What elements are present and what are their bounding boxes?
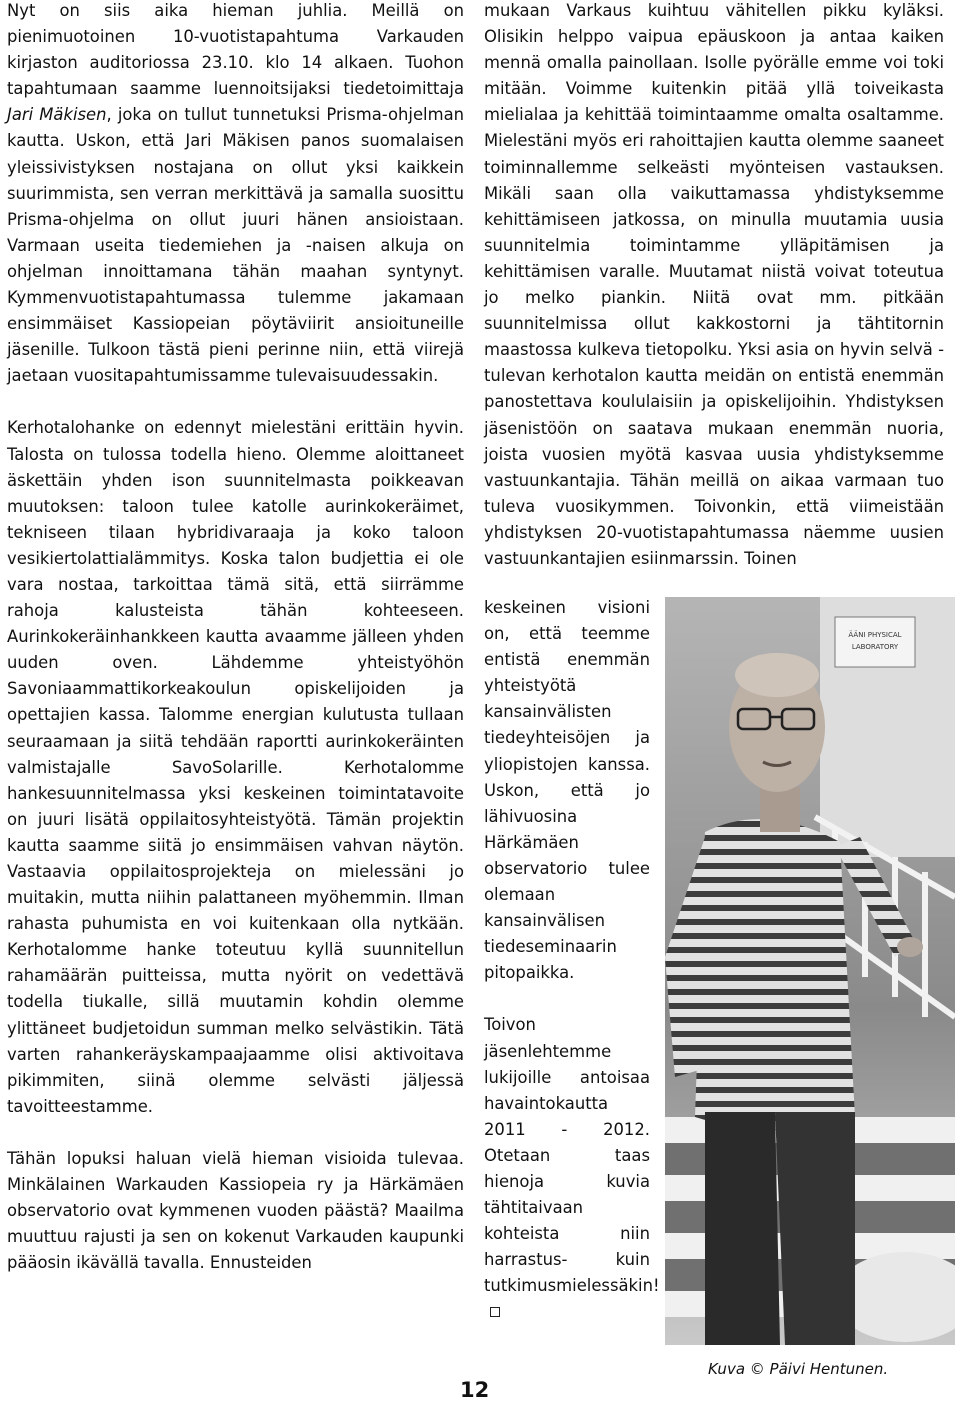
paragraph-future: mukaan Varkaus kuihtuu vähitellen pikku kyläksi. Olisikin helppo vaipua epäuskoon ja antaa kaiken mennä omalla painollaan. Isolle pyörälle emme voi toki mitään. Voimme kuitenkin pitää yllä toiveikasta mielialaa ja kehittää toimintaamme omalta osaltamme. Mielestäni myös eri rahoittajien kautta olemme saaneet toiminnallemme selkeästi myönteisen vastauksen. Mikäli saan olla vaikuttamassa yhdistyksemme kehittämiseen jatkossa, on minulla muutamia uusia suunnitelmia toimintamme ylläpitämisen ja kehittämisen varalle. Muutamat niistä voivat toteutua jo melko piankin. Niitä ovat mm. pitkään suunnitelmissa ollut kakkostorni ja tähtitornin maastossa kulkeva tietopolku. Yksi asia on hyvin selvä - tulevan kerhotalon kautta meidän on entistä enemmän panostettava koululaisiin ja opiskelijoihin. Yhdistyksen jäsenistöön on saatava mukaan enemmän nuoria, joista vuosien myötä kasvaa uusia yhdistyksemme vastuunkantajia. Tähän meillä on aikaa varmaan tuo tuleva vuosikymmen. Toivonkin, että viimeistään yhdistyksen 20-vuotistapahtumassa näemme uusien vastuunkantajien esiinmarssin. Toinen bbox=[484, 1, 944, 568]
page-number: 12 bbox=[460, 1378, 490, 1402]
paragraph-clubhouse: Kerhotalohanke on edennyt mielestäni erittäin hyvin. Talosta on tulossa todella hieno. Olemme aloittaneet äskettäin yhden ison suunnitelmasta poikkeavan muutoksen: taloon tulee katolle aurinkokeräimet, tekniseen tilaan hybridivaraaja ja koko taloon vesikiertolattialämmitys. Koska talon budjettia ei ole vara nostaa, tarkoittaa tämä sitä, että siirrämme rahoja kalusteista tähän kohteeseen. Aurinkokeräinhankkeen kautta avaamme jälleen yhden uuden oven. Lähdemme yhteistyöhön Savoniaammattikorkeakoulun opiskelijoiden ja opettajien kassa. Talomme energian kulutusta tullaan seuraamaan ja siitä tehdään raportti aurinkokeräinten valmistajalle SavoSolarille. Kerhotalomme hankesuunnitelmassa yksi keskeinen toimintatavoite on juuri lisätä oppilaitosyhteistyötä. Tämän projektin kautta saamme siitä jo ensimmäisen vahvan näytön. Vastaavia oppilaitosprojekteja on mielessäni jo muitakin, mutta niihin palattaneen myöhemmin. Ilman rahasta puhumista en voi kuitenkaan olla nytkään. Kerhotalomme hanke toteutuu kyllä suunnitellun rahamäärän puitteissa, mutta nyörit on vedettävä todella tiukalle, sillä muutamin kohdin olemme ylittäneet budjetoidun summan melko selvästikin. Tätä varten rahankeräyskampaajaamme olisi aktivoitava pikimmiten, siinä olemme selvästi jäljessä tavoitteestamme. bbox=[7, 418, 464, 1116]
svg-text:LABORATORY: LABORATORY bbox=[851, 643, 899, 651]
end-mark-icon bbox=[490, 1307, 500, 1317]
speaker-name: Jari Mäkisen bbox=[7, 105, 107, 125]
article-left-column bbox=[7, 0, 464, 1276]
portrait-photo bbox=[665, 597, 955, 1345]
article-right-column bbox=[484, 0, 944, 572]
photo-caption: Kuva © Päivi Hentunen. bbox=[708, 1360, 889, 1378]
paragraph-intro: Nyt on siis aika hieman juhlia. Meillä on pienimuotoinen 10-vuotistapahtuma Varkauden kirjaston auditoriossa 23.10. klo 14 alkaen. Tuohon tapahtumaan saamme luennoitsijaksi tiedetoimittaja Jari Mäkisen, joka on tullut tunnetuksi Prisma-ohjelman kautta. Uskon, että Jari Mäkisen panos suomalaisen yleissivistyksen nostajana on ollut yksi kaikkein suurimmista, sen verran merkittävä ja samalla suosittu Prisma-ohjelma on ollut juuri hänen ansioistaan. Varmaan useita tiedemiehen ja -naisen alkuja on ohjelman innoittamana tähän maahan syntynyt. Kymmenvuotistapahtumassa tulemme jakamaan ensimmäiset Kassiopeian pöytäviirit ansioituneille jäsenille. Tulkoon tästä pieni perinne niin, että viirejä jaetaan vuositapahtumissamme tulevaisuudessakin. bbox=[7, 1, 465, 386]
portrait-illustration bbox=[665, 597, 955, 1345]
photo-sign-text: ÄÄNI PHYSICAL bbox=[848, 631, 902, 639]
paragraph-closing: Toivon jäsenlehtemme lukijoille antoisaa havaintokautta 2011 - 2012. Otetaan taas hienoja kuvia tähtitaivaan kohteista niin harrastus- kuin tutkimusmielessäkin! bbox=[484, 1012, 650, 1325]
article-right-narrow-column bbox=[484, 595, 660, 1326]
paragraph-vision-intro: Tähän lopuksi haluan vielä hieman visioida tulevaa. Minkälainen Warkauden Kassiopeia ry ja Härkämäen observatorio ovat kymmenen vuoden päästä? Maailma muuttuu rajusti ja sen on kokenut Varkauden kaupunki pääosin ikävällä tavalla. Ennusteiden bbox=[7, 1148, 464, 1273]
paragraph-international: keskeinen visioni on, että teemme entistä enemmän yhteistyötä kansainvälisten tiedeyhteisöjen ja yliopistojen kanssa. Uskon, että jo lähivuosina Härkämäen observatorio tulee olemaan kansainvälisen tiedeseminaarin pitopaikka. bbox=[484, 598, 650, 983]
